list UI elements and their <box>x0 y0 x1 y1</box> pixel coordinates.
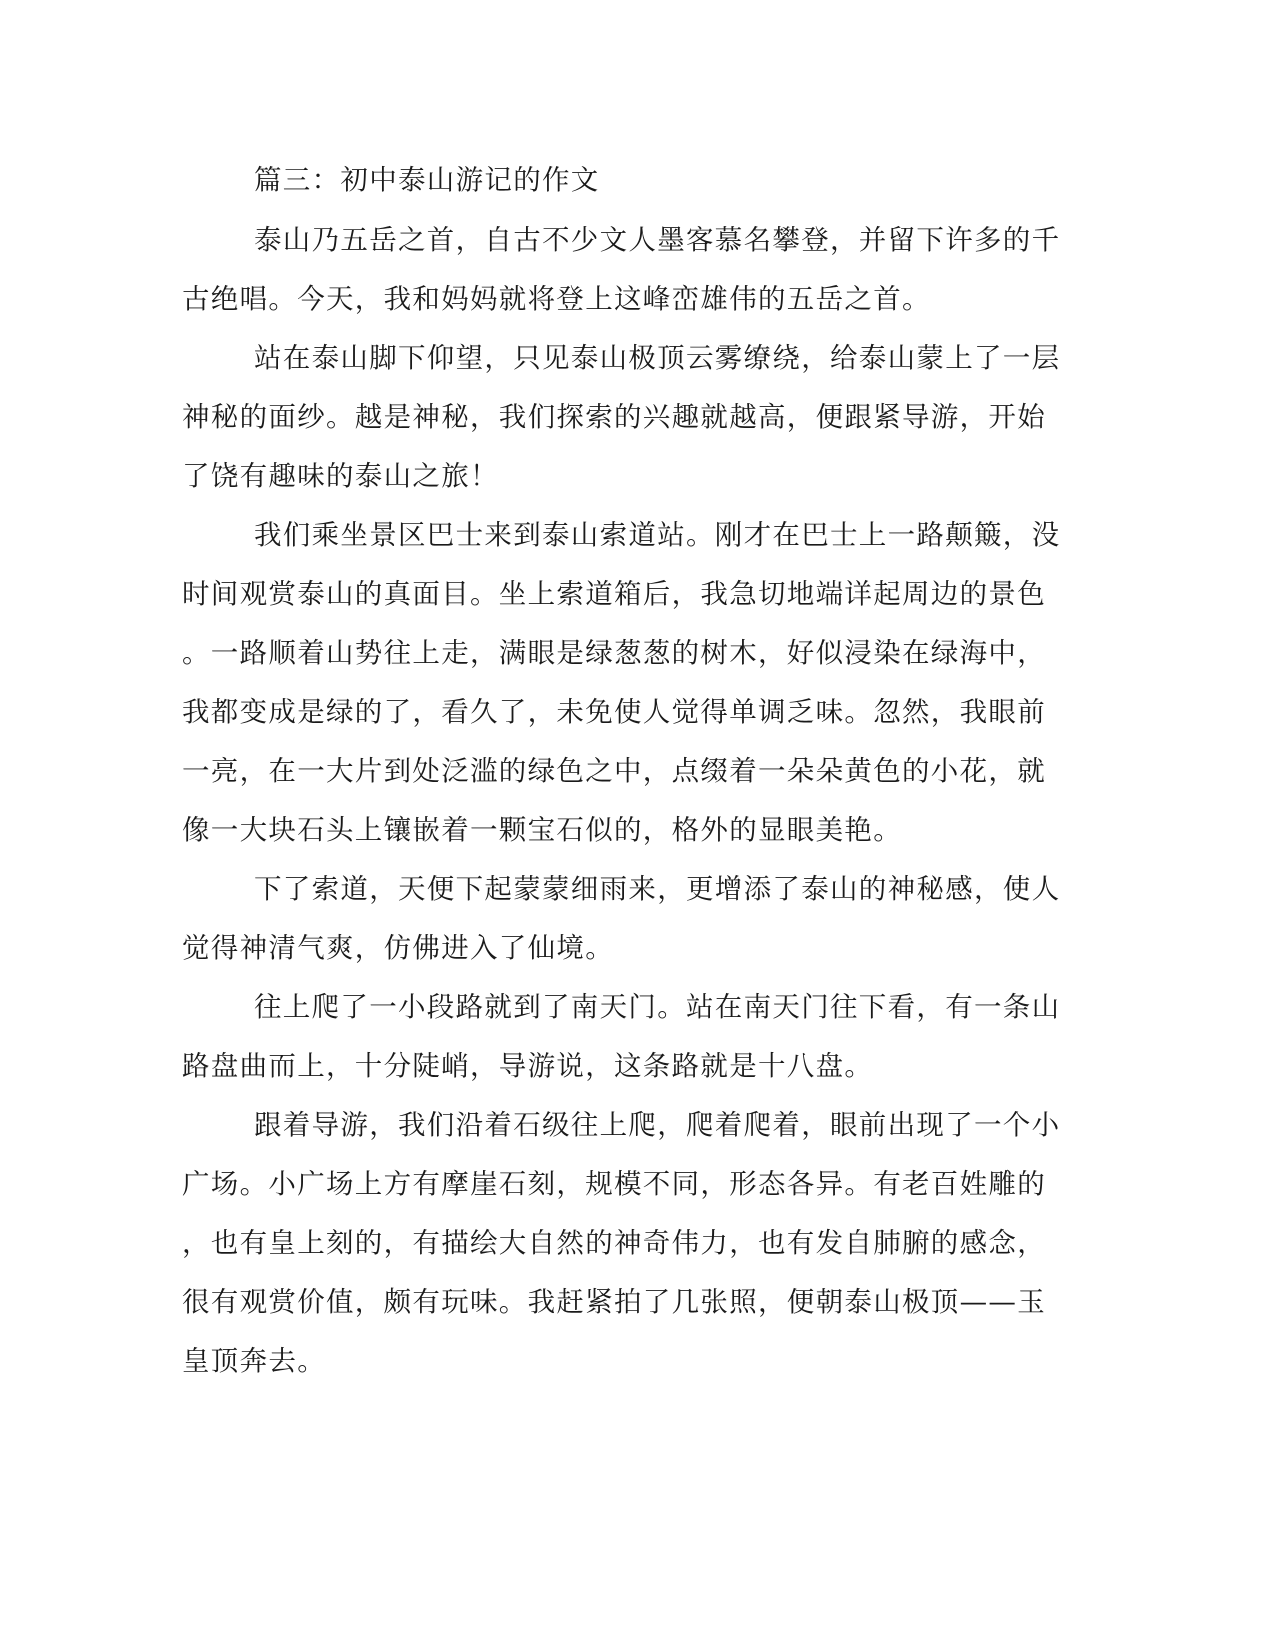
paragraph-line: 站在泰山脚下仰望，只见泰山极顶云雾缭绕，给泰山蒙上了一层 <box>254 342 1061 374</box>
paragraph-line: 了饶有趣味的泰山之旅！ <box>182 460 499 492</box>
paragraph-line: 一亮，在一大片到处泛滥的绿色之中，点缀着一朵朵黄色的小花，就 <box>182 755 1046 787</box>
paragraph-line: 我都变成是绿的了，看久了，未免使人觉得单调乏味。忽然，我眼前 <box>182 696 1046 728</box>
paragraph-line: 觉得神清气爽，仿佛进入了仙境。 <box>182 932 614 964</box>
paragraph-line: 。一路顺着山势往上走，满眼是绿葱葱的树木，好似浸染在绿海中， <box>182 637 1046 669</box>
paragraph-line: 路盘曲而上，十分陡峭，导游说，这条路就是十八盘。 <box>182 1050 874 1082</box>
paragraph-line: ，也有皇上刻的，有描绘大自然的神奇伟力，也有发自肺腑的感念， <box>182 1227 1046 1259</box>
paragraph-line: 广场。小广场上方有摩崖石刻，规模不同，形态各异。有老百姓雕的 <box>182 1168 1046 1200</box>
paragraph-line: 我们乘坐景区巴士来到泰山索道站。刚才在巴士上一路颠簸，没 <box>254 519 1061 551</box>
paragraph-line: 往上爬了一小段路就到了南天门。站在南天门往下看，有一条山 <box>254 991 1061 1023</box>
paragraph-line: 皇顶奔去。 <box>182 1345 326 1377</box>
paragraph-line: 像一大块石头上镶嵌着一颗宝石似的，格外的显眼美艳。 <box>182 814 902 846</box>
document-title: 篇三：初中泰山游记的作文 <box>254 164 600 196</box>
paragraph-line: 时间观赏泰山的真面目。坐上索道箱后，我急切地端详起周边的景色 <box>182 578 1046 610</box>
paragraph-line: 古绝唱。今天，我和妈妈就将登上这峰峦雄伟的五岳之首。 <box>182 283 931 315</box>
paragraph-line: 下了索道，天便下起蒙蒙细雨来，更增添了泰山的神秘感，使人 <box>254 873 1061 905</box>
paragraph-line: 神秘的面纱。越是神秘，我们探索的兴趣就越高，便跟紧导游，开始 <box>182 401 1046 433</box>
paragraph-line: 很有观赏价值，颇有玩味。我赶紧拍了几张照，便朝泰山极顶——玉 <box>182 1286 1046 1318</box>
paragraph-line: 泰山乃五岳之首，自古不少文人墨客慕名攀登，并留下许多的千 <box>254 224 1061 256</box>
paragraph-line: 跟着导游，我们沿着石级往上爬，爬着爬着，眼前出现了一个小 <box>254 1109 1061 1141</box>
